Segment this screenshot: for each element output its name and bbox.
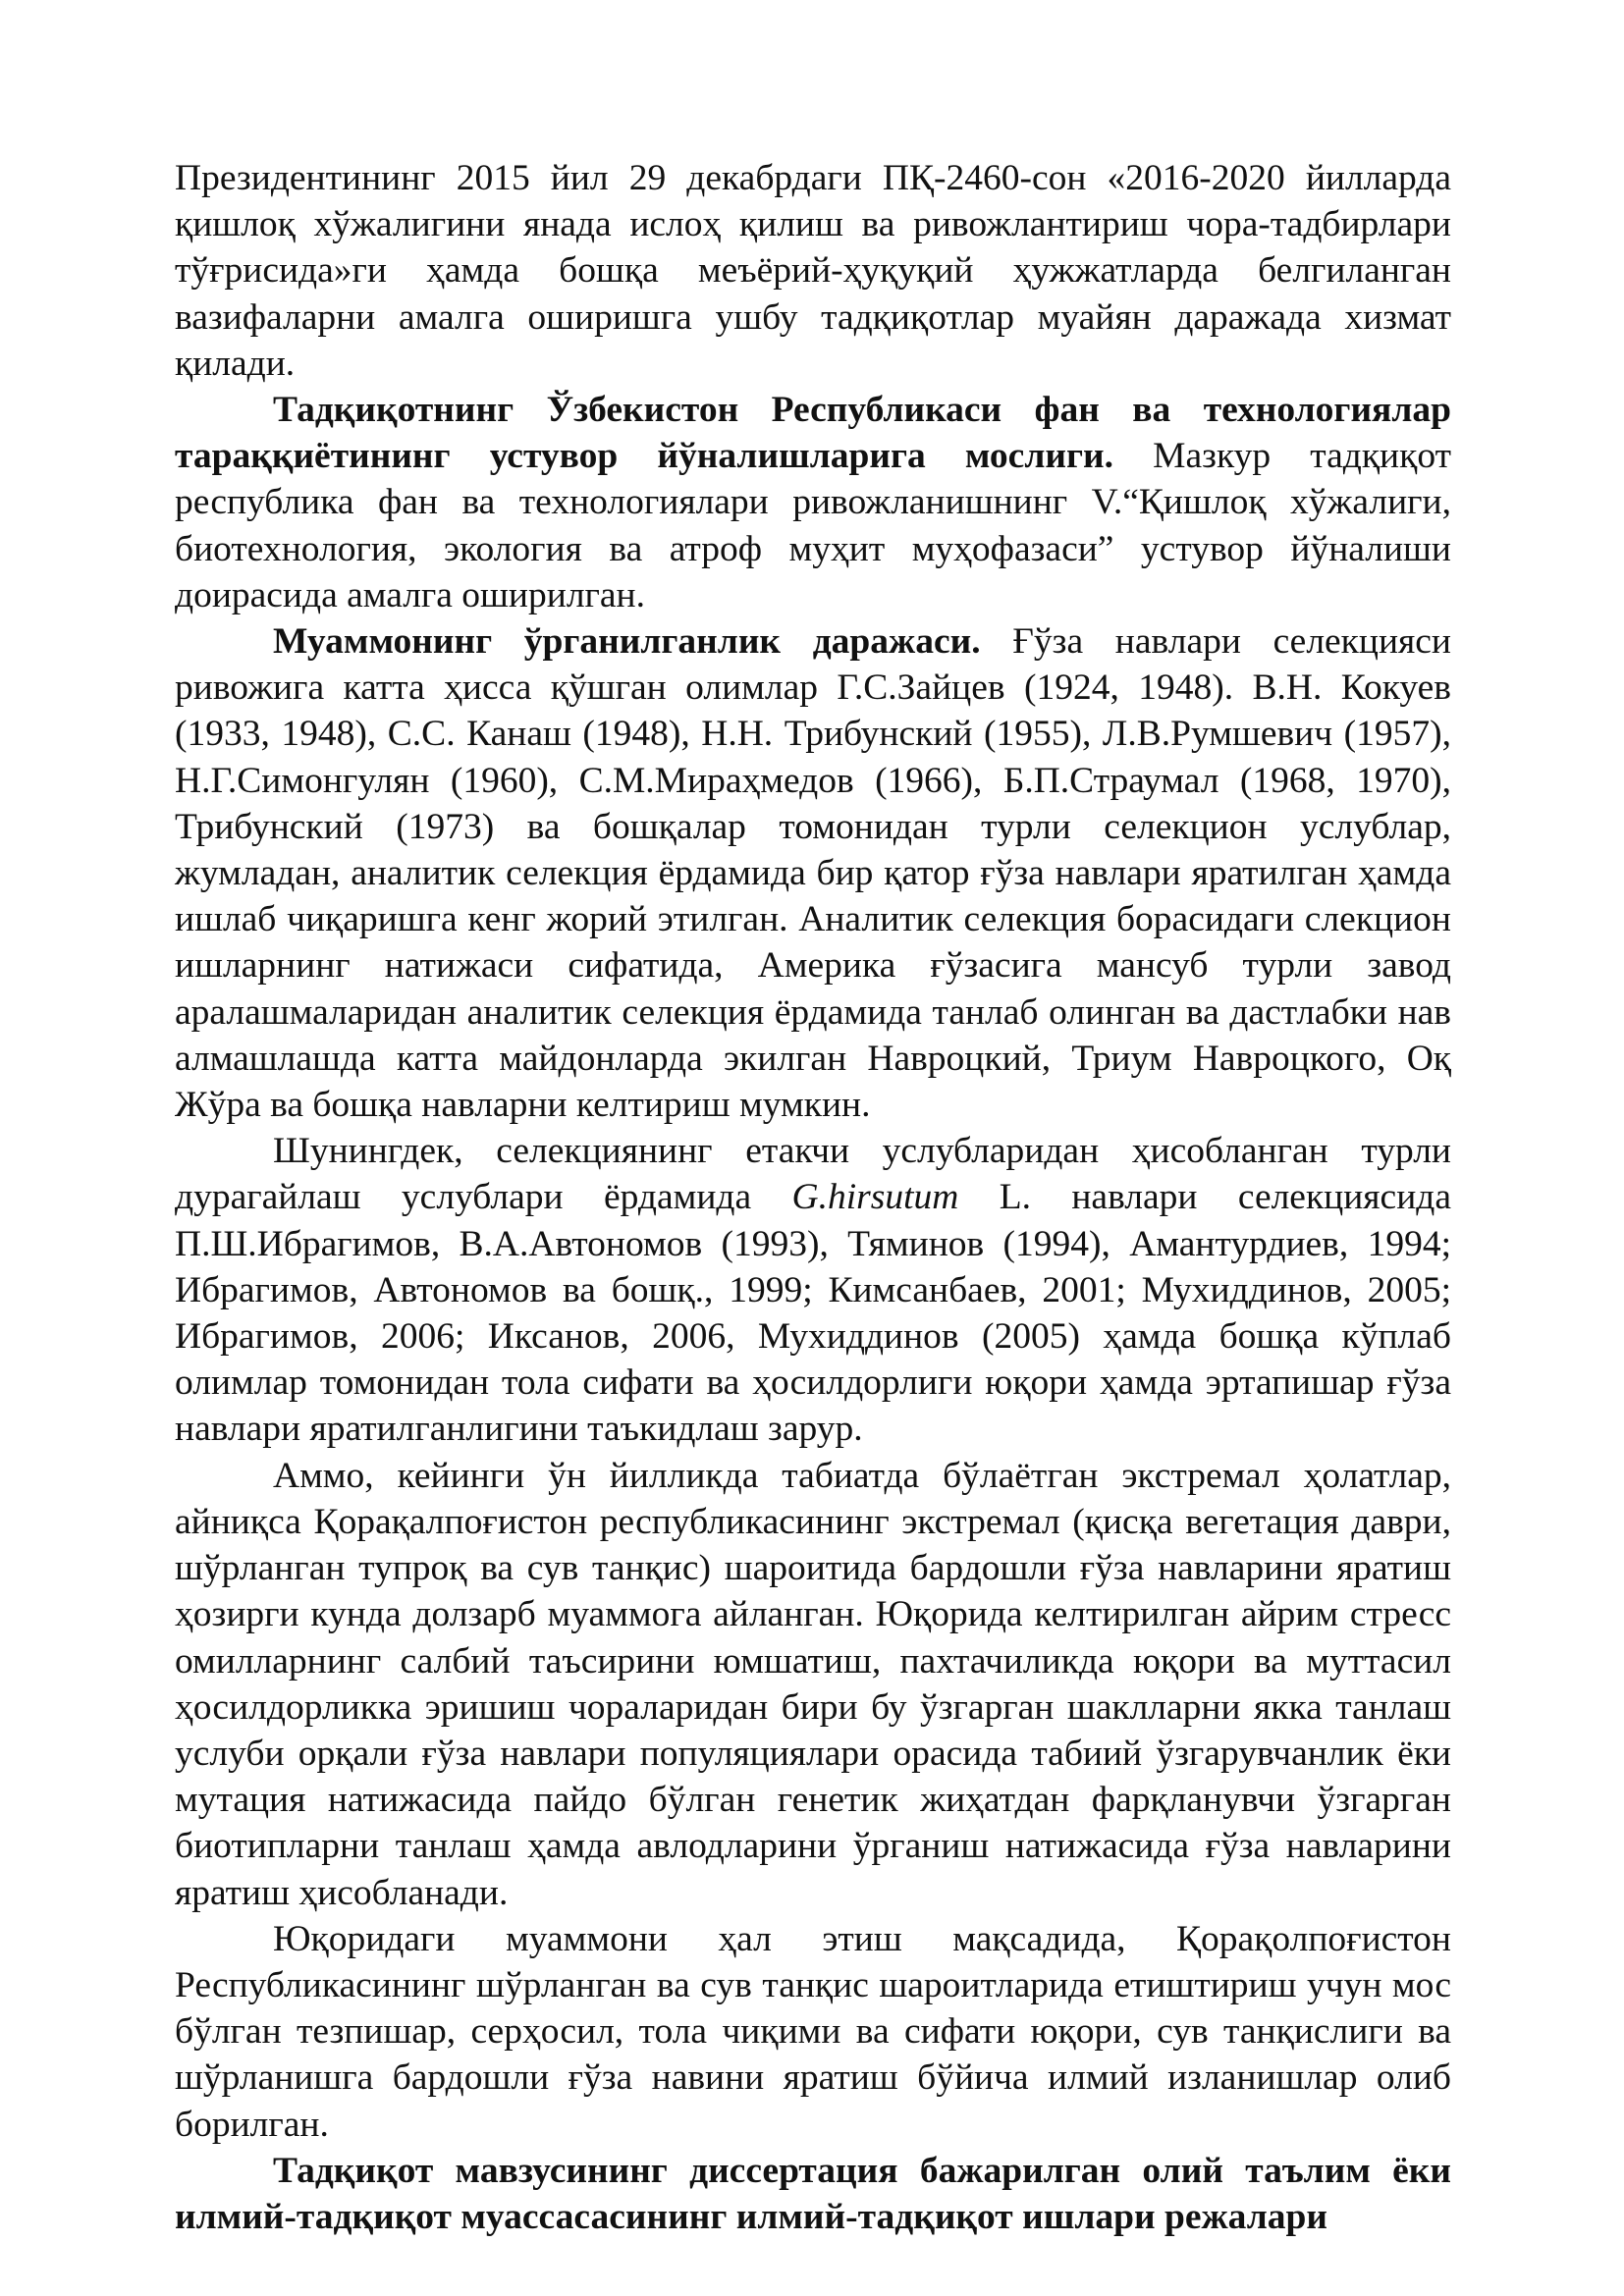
paragraph-2: [175, 387, 1451, 618]
paragraph-1: [175, 155, 1451, 387]
paragraph-text: Президентининг 2015 йил 29 декабрдаги ПҚ-2460-сон «2016-2020 йилларда қишлоқ хўжалигини янада ислоҳ қилиш ва ривожлантириш чора-тадбирлари тўғрисида»ги ҳамда бошқа меъёрий-ҳуқуқий ҳужжатларда белгиланган вазифаларни амалга оширишга ушбу тадқиқотлар муайян даражада хизмат қилади.: [175, 158, 1451, 384]
paragraph-text: Юқоридаги муаммони ҳал этиш мақсадида, Қорақолпоғистон Республикасининг шўрланган ва сув танқис шароитларида етиштириш учун мос бўлган тезпишар, серҳосил, тола чиқими ва сифати юқори, сув танқислиги ва шўрланишга бардошли ғўза навини яратиш бўйича илмий изланишлар олиб борилган.: [175, 1918, 1451, 2145]
paragraph-text: L. навлари селекциясида П.Ш.Ибрагимов, В.А.Автономов (1993), Тяминов (1994), Амантурдиев, 1994; Ибрагимов, Автономов ва бошқ., 1999; Кимсанбаев, 2001; Мухиддинов, 2005; Ибрагимов, 2006; Иксанов, 2006, Мухиддинов (2005) ҳамда бошқа кўплаб олимлар томонидан тола сифати ва ҳосилдорлиги юқори ҳамда эртапишар ғўза навлари яратилганлигини таъкидлаш зарур.: [175, 1177, 1451, 1450]
species-name: G.hirsutum: [791, 1177, 959, 1218]
paragraph-text: Аммо, кейинги ўн йилликда табиатда бўлаётган экстремал ҳолатлар, айниқса Қорақалпоғистон республикасининг экстремал (қисқа вегетация даври, шўрланган тупроқ ва сув танқис) шароитида бардошли ғўза навларини яратиш ҳозирги кунда долзарб муаммога айланган. Юқорида келтирилган айрим стресс омилларнинг салбий таъсирини юмшатиш, пахтачиликда юқори ва муттасил ҳосилдорликка эришиш чораларидан бири бу ўзгарган шаклларни якка танлаш услуби орқали ғўза навлари популяциялари орасида табиий ўзгарувчанлик ёки мутация натижасида пайдо бўлган генетик жиҳатдан фарқланувчи ўзгарган биотипларни танлаш ҳамда авлодларини ўрганиш натижасида ғўза навларини яратиш ҳисобланади.: [175, 1455, 1451, 1913]
section-heading: Муаммонинг ўрганилганлик даражаси.: [273, 621, 981, 663]
section-heading: Тадқиқотнинг Ўзбекистон Республикаси фан ва технологиялар тараққиётининг устувор йўналишларига мослиги.: [175, 390, 1451, 477]
paragraph-text: Ғўза навлари селекцияси ривожига катта ҳисса қўшган олимлар Г.С.Зайцев (1924, 1948). В.Н. Кокуев (1933, 1948), С.С. Канаш (1948), Н.Н. Трибунский (1955), Л.В.Румшевич (1957), Н.Г.Симонгулян (1960), С.М.Мираҳмедов (1966), Б.П.Страумал (1968, 1970), Трибунский (1973) ва бошқалар томонидан турли селекцион услублар, жумладан, аналитик селекция ёрдамида бир қатор ғўза навлари яратилган ҳамда ишлаб чиқаришга кенг жорий этилган. Аналитик селекция борасидаги слекцион ишларнинг натижаси сифатида, Америка ғўзасига мансуб турли завод аралашмаларидан аналитик селекция ёрдамида танлаб олинган ва дастлабки нав алмашлашда катта майдонларда экилган Навроцкий, Триум Навроцкого, Оқ Жўра ва бошқа навларни келтириш мумкин.: [175, 621, 1451, 1126]
document-page: [175, 155, 1451, 2240]
paragraph-7: [175, 2148, 1451, 2240]
paragraph-text: Шунингдек, селекциянинг етакчи услубларидан ҳисобланган турли дурагайлаш услублари ёрдамида: [175, 1131, 1451, 1218]
paragraph-3: [175, 618, 1451, 1128]
paragraph-5: [175, 1453, 1451, 1916]
section-heading: Тадқиқот мавзусининг диссертация бажарилган олий таълим ёки илмий-тадқиқот муассасасининг илмий-тадқиқот ишлари режалари: [175, 2150, 1451, 2237]
paragraph-4: [175, 1128, 1451, 1452]
paragraph-text: Мазкур тадқиқот республика фан ва технологиялари ривожланишнинг V.“Қишлоқ хўжалиги, биотехнология, экология ва атроф муҳит муҳофазаси” устувор йўналиши доирасида амалга оширилган.: [175, 436, 1451, 615]
paragraph-6: [175, 1916, 1451, 2148]
